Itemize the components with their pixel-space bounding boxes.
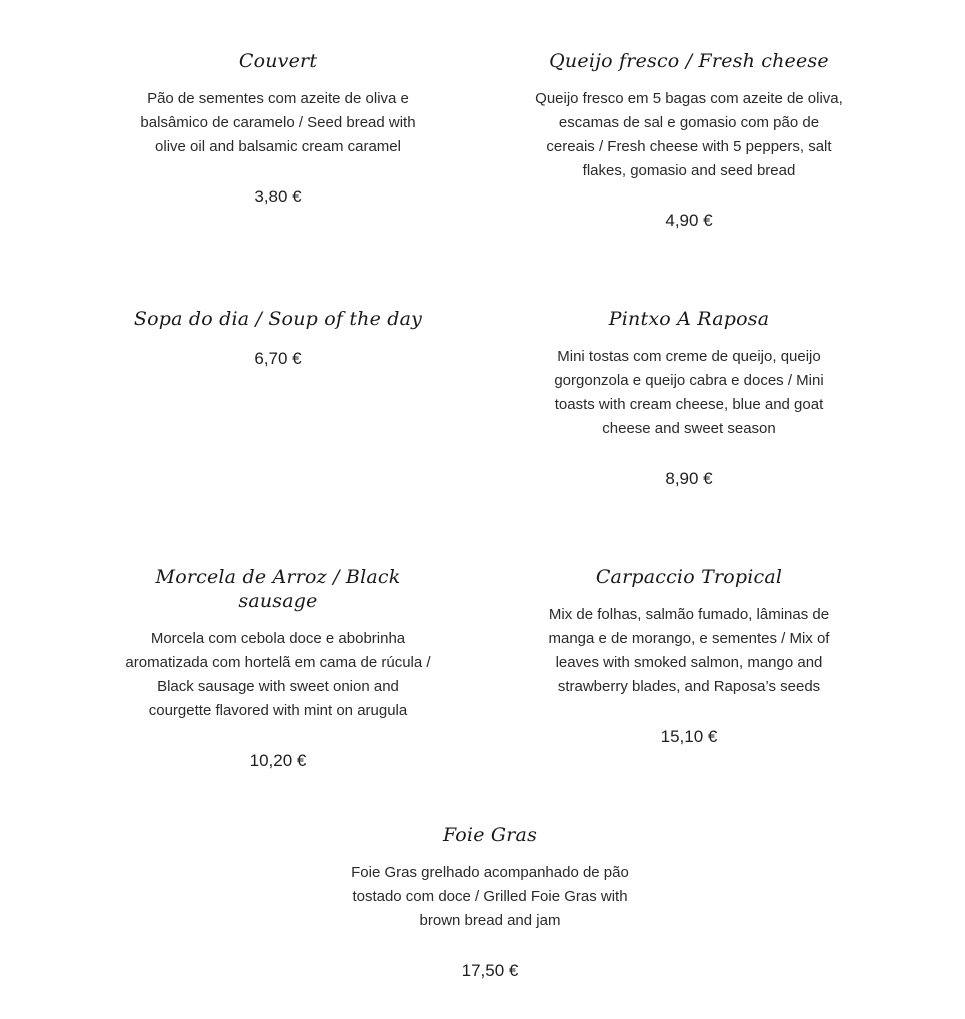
item-price: 17,50 €: [461, 961, 519, 980]
item-name: Couvert: [238, 50, 318, 72]
menu-item-queijo-fresco: [534, 49, 844, 233]
menu-item-sopa-do-dia: [128, 307, 428, 371]
item-price: 10,20 €: [249, 751, 307, 770]
menu-item-morcela-de-arroz: [124, 565, 432, 773]
menu-item-carpaccio-tropical: [534, 565, 844, 749]
item-name: Carpaccio Tropical: [595, 566, 783, 588]
item-price: 8,90 €: [665, 469, 713, 488]
item-name: Queijo fresco / Fresh cheese: [549, 50, 829, 72]
item-price: 3,80 €: [254, 187, 302, 206]
item-description: Morcela com cebola doce e abobrinha aromatizada com hortelã em cama de rúcula / Black sausage with sweet onion and courgette flavored with mint on arugula: [125, 630, 431, 719]
item-price: 6,70 €: [254, 349, 302, 368]
item-description: Pão de sementes com azeite de oliva e balsâmico de caramelo / Seed bread with olive oil and balsamic cream caramel: [140, 90, 416, 155]
item-price: 15,10 €: [660, 727, 718, 746]
item-description: Mix de folhas, salmão fumado, lâminas de manga e de morango, e sementes / Mix of leaves with smoked salmon, mango and strawberry blades, and Raposa’s seeds: [548, 606, 830, 695]
menu-item-pintxo-a-raposa: [534, 307, 844, 491]
item-name: Foie Gras: [442, 824, 538, 846]
item-name: Pintxo A Raposa: [608, 308, 770, 330]
item-description: Foie Gras grelhado acompanhado de pão tostado com doce / Grilled Foie Gras with brown bread and jam: [351, 864, 629, 929]
item-name: Morcela de Arroz / Black sausage: [155, 566, 401, 612]
item-description: Queijo fresco em 5 bagas com azeite de oliva, escamas de sal e gomasio com pão de cereais / Fresh cheese with 5 peppers, salt flakes, gomasio and seed bread: [535, 90, 843, 179]
menu-item-foie-gras: [340, 823, 640, 983]
item-description: Mini tostas com creme de queijo, queijo gorgonzola e queijo cabra e doces / Mini toasts with cream cheese, blue and goat cheese and sweet season: [554, 348, 824, 437]
menu-item-couvert: [128, 49, 428, 209]
item-price: 4,90 €: [665, 211, 713, 230]
item-name: Sopa do dia / Soup of the day: [133, 308, 423, 330]
